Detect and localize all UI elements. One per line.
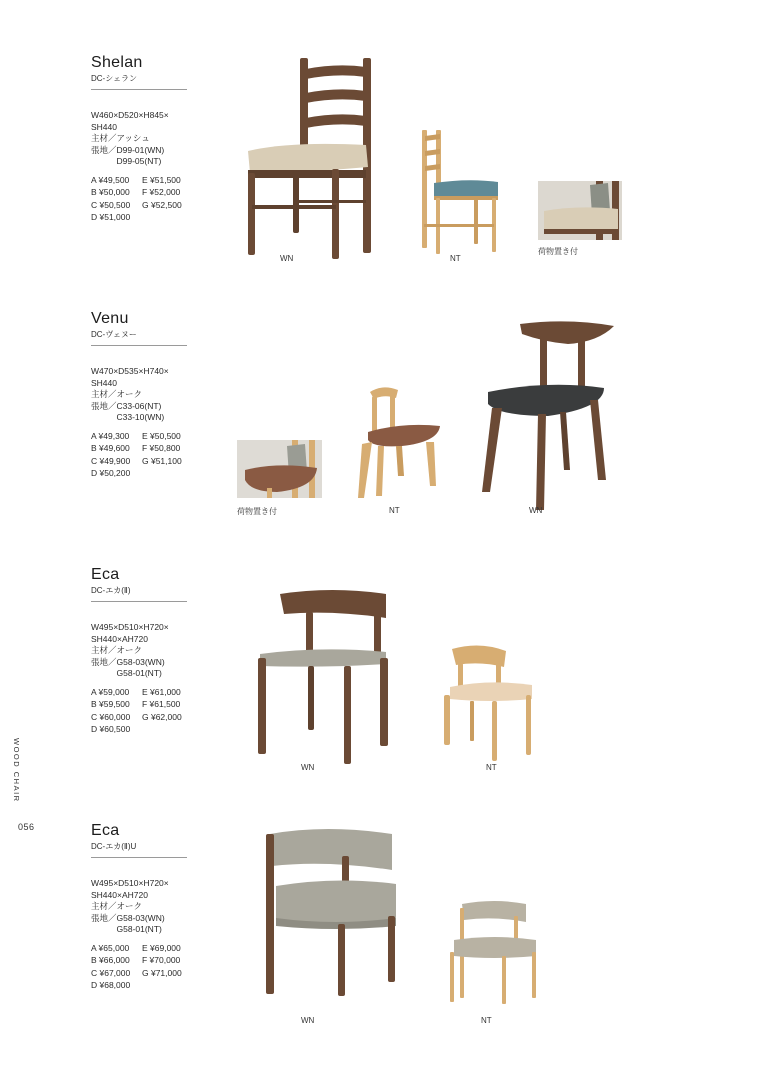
price-item: D ¥51,000 (91, 212, 131, 222)
price-item: D ¥50,200 (91, 468, 131, 478)
price-item: E ¥51,500 (142, 174, 181, 185)
divider (91, 857, 187, 858)
price-item: A ¥65,000 (91, 942, 130, 953)
chair-image-eca-u-wn (256, 826, 404, 1000)
caption-feature: 荷物置き付 (237, 507, 277, 516)
price-list (91, 174, 201, 224)
price-item: A ¥59,000 (91, 686, 130, 697)
product-specs: W470×D535×H740× SH440 主材／オーク 張地／C33-06(NT) C33-10(WN) (91, 366, 169, 422)
product-code: DC-ヴェヌー (91, 330, 137, 339)
price-list (91, 942, 201, 992)
page-number: 056 (18, 822, 35, 832)
chair-image-eca-wn (252, 588, 400, 766)
divider (91, 601, 187, 602)
caption-finish: WN (301, 763, 315, 772)
price-item: B ¥50,000 (91, 187, 130, 197)
side-label: WOOD CHAIR (12, 738, 21, 803)
caption-finish: WN (529, 506, 543, 515)
product-name: Venu (91, 310, 129, 327)
chair-image-eca-nt (440, 643, 538, 763)
product-code: DC-シェラン (91, 74, 138, 83)
caption-finish: WN (280, 254, 294, 263)
caption-finish: NT (481, 1016, 492, 1025)
caption-finish: NT (389, 506, 400, 515)
price-item: A ¥49,500 (91, 174, 130, 185)
chair-image-venu-nt (352, 386, 444, 502)
product-code: DC-エカ(Ⅱ)U (91, 842, 137, 851)
price-item: G ¥71,000 (142, 967, 182, 978)
caption-finish: NT (450, 254, 461, 263)
price-item: C ¥67,000 (91, 967, 131, 978)
product-info (91, 566, 201, 736)
detail-image-bag-holder (538, 181, 622, 240)
price-item: B ¥49,600 (91, 443, 130, 453)
product-name: Eca (91, 822, 120, 839)
product-info (91, 310, 201, 480)
product-name: Eca (91, 566, 120, 583)
price-list (91, 686, 201, 736)
price-item: B ¥66,000 (91, 955, 130, 965)
price-item: G ¥52,500 (142, 199, 182, 210)
price-item: E ¥69,000 (142, 942, 181, 953)
price-item: B ¥59,500 (91, 699, 130, 709)
price-item: F ¥61,500 (142, 699, 181, 709)
caption-feature: 荷物置き付 (538, 247, 578, 256)
price-item: F ¥50,800 (142, 443, 181, 453)
divider (91, 345, 187, 346)
product-specs: W460×D520×H845× SH440 主材／アッシュ 張地／D99-01(WN) D99-05(NT) (91, 110, 169, 166)
product-info (91, 822, 201, 992)
price-item: C ¥50,500 (91, 199, 131, 210)
chair-image-shelan-nt (418, 128, 502, 256)
caption-finish: NT (486, 763, 497, 772)
price-item: E ¥61,000 (142, 686, 181, 697)
price-item: F ¥70,000 (142, 955, 181, 965)
price-item: E ¥50,500 (142, 430, 181, 441)
divider (91, 89, 187, 90)
price-item: G ¥62,000 (142, 711, 182, 722)
product-name: Shelan (91, 54, 143, 71)
price-item: D ¥60,500 (91, 724, 131, 734)
price-item: F ¥52,000 (142, 187, 181, 197)
detail-thumbnail (237, 440, 322, 498)
price-item: A ¥49,300 (91, 430, 130, 441)
chair-image-venu-wn (478, 320, 618, 512)
price-list (91, 430, 201, 480)
price-item: D ¥68,000 (91, 980, 131, 990)
product-info (91, 54, 201, 224)
detail-image-bag-holder (237, 440, 322, 498)
product-specs: W495×D510×H720× SH440×AH720 主材／オーク 張地／G58-03(WN) G58-01(NT) (91, 622, 169, 678)
price-item: C ¥60,000 (91, 711, 131, 722)
caption-finish: WN (301, 1016, 315, 1025)
price-item: C ¥49,900 (91, 455, 131, 466)
product-code: DC-エカ(Ⅱ) (91, 586, 131, 595)
chair-image-eca-u-nt (448, 898, 540, 1006)
product-specs: W495×D510×H720× SH440×AH720 主材／オーク 張地／G58-03(WN) G58-01(NT) (91, 878, 169, 934)
chair-image-shelan-wn (240, 55, 375, 265)
price-item: G ¥51,100 (142, 455, 182, 466)
detail-thumbnail (538, 181, 622, 240)
